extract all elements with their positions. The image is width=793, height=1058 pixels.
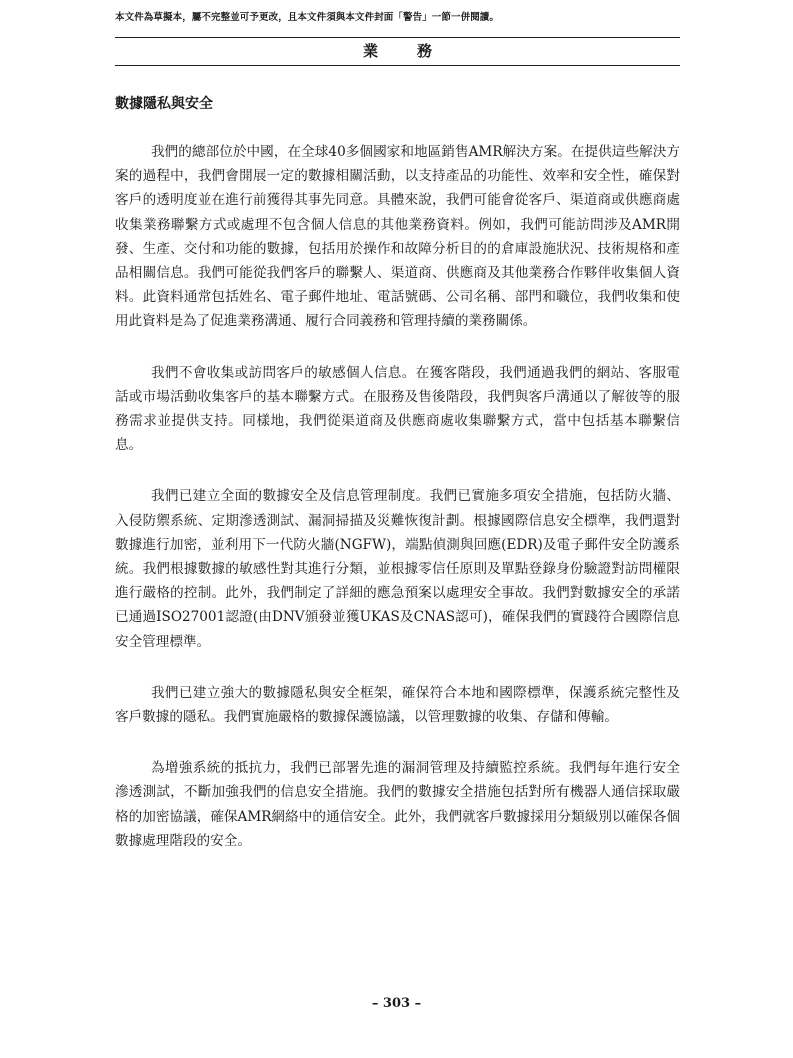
paragraph: 我們不會收集或訪問客戶的敏感個人信息。在獲客階段，我們通過我們的網站、客服電話或市場活動收集客戶的基本聯繫方式。在服務及售後階段，我們與客戶溝通以了解彼等的服務需求並提供支持。同樣地，我們從渠道商及供應商處收集聯繫方式，當中包括基本聯繫信息。 [115, 364, 680, 454]
page-number: – 303 – [371, 996, 422, 1011]
section-title: 業 務 [362, 42, 444, 60]
header-rule-top [115, 37, 680, 38]
subheading: 數據隱私與安全 [115, 96, 213, 112]
paragraph: 我們的總部位於中國，在全球40多個國家和地區銷售AMR解決方案。在提供這些解決方案的過程中，我們會開展一定的數據相關活動，以支持產品的功能性、效率和安全性，確保對客戶的透明度並在進行前獲得其事先同意。具體來說，我們可能會從客戶、渠道商或供應商處收集業務聯繫方式或處理不包含個人信息的其他業務資料。例如，我們可能訪問涉及AMR開發、生產、交付和功能的數據，包括用於操作和故障分析目的的倉庫設施狀況、技術規格和產品相關信息。我們可能從我們客戶的聯繫人、渠道商、供應商及其他業務合作夥伴收集個人資料。此資料通常包括姓名、電子郵件地址、電話號碼、公司名稱、部門和職位，我們收集和使用此資料是為了促進業務溝通、履行合同義務和管理持續的業務關係。 [115, 144, 680, 330]
body-text [115, 140, 680, 880]
header-rule-bottom [115, 65, 680, 66]
paragraph: 我們已建立全面的數據安全及信息管理制度。我們已實施多項安全措施，包括防火牆、入侵防禦系統、定期滲透測試、漏洞掃描及災難恢復計劃。根據國際信息安全標準，我們還對數據進行加密，並利用下一代防火牆(NGFW)，端點偵測與回應(EDR)及電子郵件安全防護系統。我們根據數據的敏感性對其進行分類，並根據零信任原則及單點登錄身份驗證對訪問權限進行嚴格的控制。此外，我們制定了詳細的應急預案以處理安全事故。我們對數據安全的承諾已通過ISO27001認證(由DNV頒發並獲UKAS及CNAS認可)，確保我們的實踐符合國際信息安全管理標準。 [115, 488, 680, 650]
paragraph: 我們已建立強大的數據隱私與安全框架，確保符合本地和國際標準，保護系統完整性及客戶數據的隱私。我們實施嚴格的數據保護協議，以管理數據的收集、存儲和傳輸。 [115, 684, 680, 726]
draft-notice: 本文件為草擬本，屬不完整並可予更改，且本文件須與本文件封面「警告」一節一併閱讀。 [115, 12, 500, 23]
paragraph: 為增強系統的抵抗力，我們已部署先進的漏洞管理及持續監控系統。我們每年進行安全滲透測試，不斷加強我們的信息安全措施。我們的數據安全措施包括對所有機器人通信採取嚴格的加密協議，確保AMR網絡中的通信安全。此外，我們就客戶數據採用分類級別以確保各個數據處理階段的安全。 [115, 760, 680, 849]
